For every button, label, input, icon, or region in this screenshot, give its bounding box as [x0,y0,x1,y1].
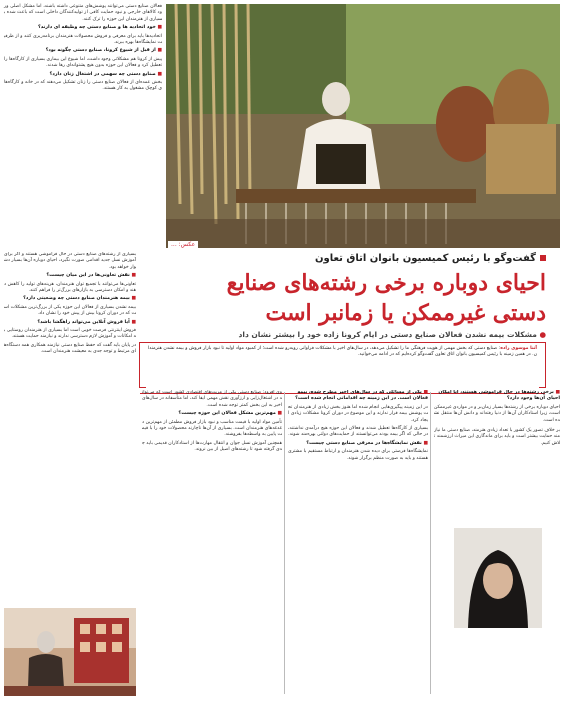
paragraph-left_top-2: اتحادیه‌ها باید برای معرفی و فروش محصولات هنرمندان برنامه‌ریزی کنند و از ظرفیت نمایشگاه‌ها بهره ببرند. [4,33,162,46]
question-left_top-5: ■ صنایع دستی چه سهمی در اشتغال زنان دارد؟ [4,72,162,78]
paragraph-mid2-2: بسیاری از کارگاه‌ها تعطیل شدند و فعالان این حوزه هیچ درآمدی نداشتند، در حالی که اگر بیمه بودند می‌توانستند از حمایت‌های دولتی بهره‌مند شوند. [288,426,428,438]
paragraph-left_top-6: بخش عمده‌ای از فعالان صنایع دستی را زنان تشکیل می‌دهند که در خانه و کارگاه‌های کوچک مشغول به کار هستند. [4,80,162,92]
paragraph-left_top-0: فعالان صنایع دستی می‌توانند پوشش‌های متنوعی داشته باشند، اما مشکل اصلی ورود کالاهای خارجی و نبود حمایت کافی از تولیدکنندگان داخلی است که باعث شده بسیاری از هنرمندان این حوزه را ترک کنند. [4,4,162,22]
column-mid [142,390,282,696]
secondary-photo [4,608,136,696]
question-right-0: ■ برخی رشته‌ها در حال فراموشی هستند، آیا امکان احیای آن‌ها وجود دارد؟ [434,390,560,403]
byline: آتنا موسوی زاده [500,346,537,351]
question-mid2-3: ■ نقش نمایشگاه‌ها در معرفی صنایع دستی چیست؟ [288,441,428,447]
paragraph-left_bottom-2: تعاونی‌ها می‌توانند با تجمیع توان هنرمندان، هزینه‌های تولید را کاهش دهند و امکان دسترسی به بازارهای بزرگ‌تر را فراهم کنند. [4,281,136,294]
kicker-text: گفت‌وگو با رئیس کمیسیون بانوان اتاق تعاون [315,253,536,264]
paragraph-left_bottom-0: بسیاری از رشته‌های صنایع دستی در حال فراموشی هستند و اگر برای آموزش نسل جدید اقدامی صورت نگیرد، احیای دوباره آن‌ها بسیار دشوار خواهد بود. [4,252,136,270]
question-left_top-3: ■ از قبل از شیوع کرونا، صنایع دستی چگونه بود؟ [4,48,162,54]
headline: احیای دوباره برخی رشته‌های صنایع دستی غیرممکن یا زمانبر است [226,270,546,326]
paragraph-left_top-4: پیش از کرونا هم مشکلاتی وجود داشت، اما شیوع این بیماری بسیاری از کارگاه‌ها را تعطیل کرد و فعالان این حوزه بدون هیچ پشتوانه‌ای رها شدند. [4,56,162,69]
lead-box [140,342,545,394]
lead-body: صنایع دستی که بخش مهمی از هویت فرهنگی ما را تشکیل می‌دهد، در سال‌های اخیر با مشکلات فراوانی روبه‌رو شده است؛ از کمبود مواد اولیه تا نبود بازار فروش و بیمه نشدن هنرمندان. در همین زمینه با رئیس کمیسیون بانوان اتاق تعاون گفت‌وگو کرده‌ایم که در ادامه می‌خوانید. [148,346,537,358]
paragraph-mid-2: تأمین مواد اولیه با قیمت مناسب و نبود بازار فروش مطمئن از مهم‌ترین دغدغه‌های هنرمندان است. بسیاری از آن‌ها ناچارند محصولات خود را با قیمت پایین به واسطه‌ها بفروشند. [142,419,282,438]
photo-credit: عکس: ... [168,241,198,248]
paragraph-mid2-4: نمایشگاه‌ها فرصتی برای دیده شدن هنرمندان و ارتباط مستقیم با مشتری هستند و باید به صورت منظم برگزار شوند. [288,449,428,461]
kicker [315,253,546,264]
paragraph-mid-3: همچنین آموزش نسل جوان و انتقال مهارت‌ها از استادکاران قدیمی باید جدی گرفته شود تا رشته‌های اصیل از بین نروند. [142,440,282,453]
paragraph-left_bottom-4: بیمه نشدن بسیاری از فعالان این حوزه یکی از بزرگ‌ترین مشکلات است که در دوران کرونا بیش از پیش خود را نشان داد. [4,304,136,317]
paragraph-left_bottom-7: در پایان باید گفت که حفظ صنایع دستی نیازمند همکاری همه دستگاه‌های مرتبط و توجه جدی به معیشت هنرمندان است. [4,342,136,355]
question-left_bottom-3: ■ بیمه هنرمندان صنایع دستی چه وضعیتی دارد؟ [4,296,136,302]
intro-right: بر خلاف تصور یک کشور با تعداد زیادی هنرمند، صنایع دستی ما نیازمند حمایت بیشتر است و باید برای ماندگاری این میراث ارزشمند تلاش کنیم. [434,428,560,446]
main-photo [166,4,560,248]
paragraph-mid2-1: در این زمینه پیگیری‌هایی انجام شده اما هنوز بخش زیادی از هنرمندان تحت پوشش بیمه قرار ندارند و این موضوع در دوران کرونا مشکلات زیادی ایجاد کرد. [288,404,428,423]
paragraph-right-1: احیای دوباره برخی از رشته‌ها بسیار زمان‌بر و در مواردی غیرممکن است، زیرا استادکاران آن‌ها از دنیا رفته‌اند و دانش آن‌ها منتقل نشده است. [434,404,560,423]
portrait-photo [454,528,542,628]
paragraph-left_bottom-6: فروش اینترنتی فرصت خوبی است اما بسیاری از هنرمندان روستایی به امکانات و آموزش لازم دسترسی ندارند و نیازمند حمایت هستند. [4,328,136,340]
question-left_bottom-1: ■ نقش تعاونی‌ها در این میان چیست؟ [4,273,136,279]
question-left_bottom-5: ■ آیا فروش آنلاین می‌تواند راهگشا باشد؟ [4,320,136,326]
question-mid-1: ■ مهم‌ترین مشکل فعالان این حوزه چیست؟ [142,411,282,417]
subheadline: ● مشکلات بیمه نشدن فعالان صنایع دستی در ایام کرونا زاده خود را بیشتر نشان داد [239,330,546,339]
lead-text: آتنا موسوی زاده: صنایع دستی که بخش مهمی از هویت فرهنگی ما را تشکیل می‌دهد، در سال‌های اخیر با مشکلات فراوانی روبه‌رو شده است؛ از کمبود مواد اولیه تا نبود بازار فروش و بیمه نشدن هنرمندان. در همین زمینه با رئیس کمیسیون بانوان اتاق تعاون گفت‌وگو کرده‌ایم که در ادامه می‌خوانید. [148,346,537,358]
paragraph-mid-0: وی افزود: صنایع دستی یکی از مزیت‌های اقتصادی کشور است که می‌تواند در اشتغال‌زایی و ارزآوری نقش مهمی ایفا کند، اما متأسفانه در سال‌های اخیر به این بخش کمتر توجه شده است. [142,390,282,408]
column-left-top [4,4,162,246]
question-mid2-0: ■ یکی از مسائلی که در سال‌های اخیر مطرح شده، بیمه فعالان است. در این زمینه چه اقداماتی انجام شده است؟ [288,390,428,403]
column-mid2 [288,390,428,696]
question-left_top-1: ■ خود اتحادیه ها و صنایع دستی چه وظیفه ای دارند؟ [4,25,162,31]
column-left-bottom [4,252,136,604]
